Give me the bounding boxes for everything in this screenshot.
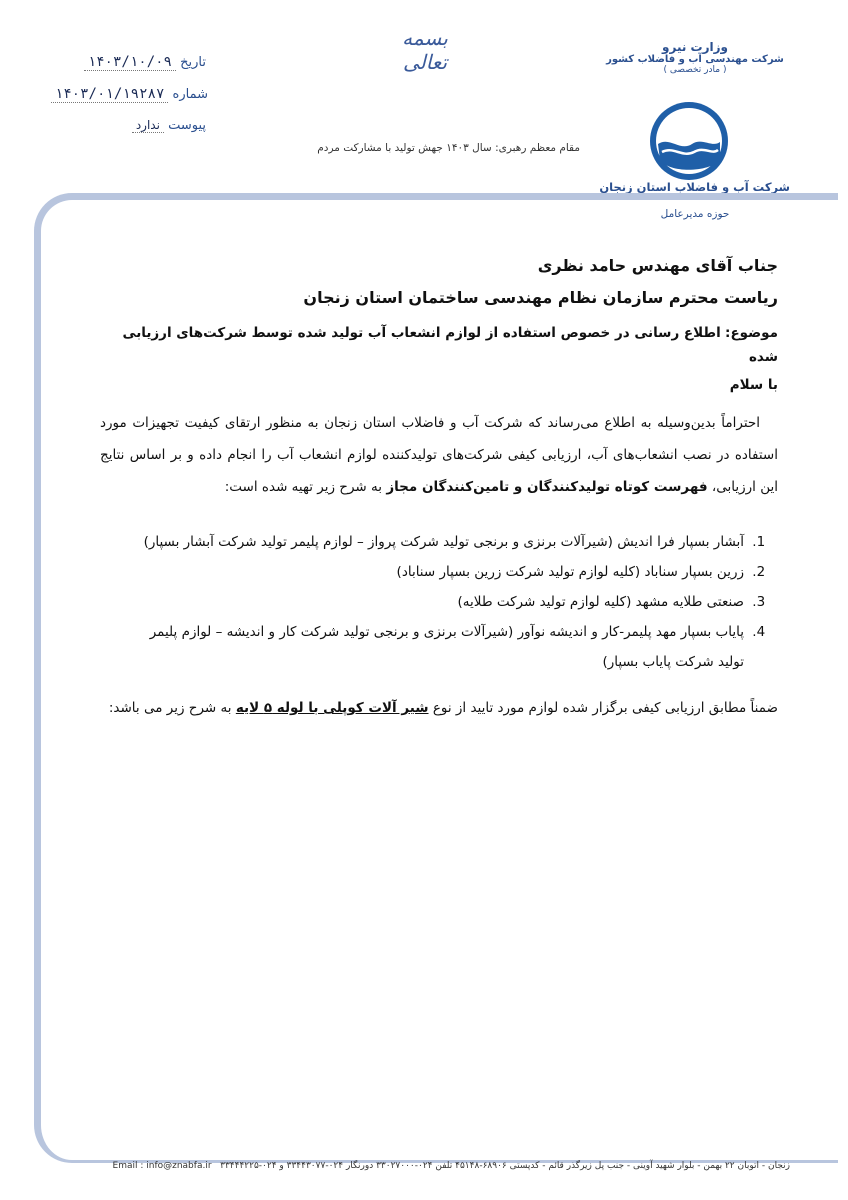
recipient-name: جناب آقای مهندس حامد نظری [537, 256, 778, 275]
closing-paragraph [100, 693, 778, 723]
closing-part2: به شرح زیر می باشد: [108, 700, 232, 716]
attachment-value: ندارد [132, 118, 164, 133]
subject-text: اطلاع رسانی در خصوص استفاده از لوازم انشعاب آب تولید شده توسط شرکت‌های ارزیابی شده [122, 325, 778, 365]
subject-line [100, 321, 778, 369]
slogan-text: مقام معظم رهبری: سال ۱۴۰۳ جهش تولید با مشارکت مردم [317, 142, 580, 154]
company-logo [648, 100, 730, 182]
department-name: حوزه مدیرعامل [660, 208, 730, 220]
list-item: 4. پایاب بسپار مهد پلیمر-کار و اندیشه نوآور (شیرآلات برنزی و برنجی تولید شرکت کار و اندیشه – لوازم پلیمر تولید شرکت پایاب بسپار) [130, 617, 748, 677]
subject-label: موضوع: [725, 325, 778, 341]
number-field [48, 86, 208, 103]
ministry-subtitle2: ( مادر تخصصی ) [663, 65, 727, 75]
intro-part2: به شرح زیر تهیه شده است: [224, 479, 383, 495]
footer-address-text: زنجان - اتوبان ۲۲ بهمن - بلوار شهید آوینی - جنب پل زیرگذر قائم - کدپستی ۶۸۹۰۶-۴۵۱۴۸ تلفن ۰۲۴-۳۳۰۲۷۰۰۰ دورنگار ۰۲۴-۳۳۴۴۳۰۷۷ و ۰۲۴-۳۳۴۴۴۲۲۵ [220, 1161, 790, 1171]
list-item: 1. آبشار بسپار فرا اندیش (شیرآلات برنزی و برنجی تولید شرکت پرواز – لوازم پلیمر تولید شرکت آبشار بسپار) [130, 527, 748, 557]
date-label: تاریخ [180, 55, 206, 70]
bismillah-heading: بسمه تعالی [402, 26, 448, 74]
intro-bold: فهرست کوتاه تولیدکنندگان و تامین‌کنندگان مجاز [386, 479, 708, 495]
attachment-field [56, 118, 206, 133]
closing-part1: ضمناً مطابق ارزیابی کیفی برگزار شده لوازم مورد تایید از نوع [432, 700, 778, 716]
closing-bold: شیر آلات کوپلی با لوله ۵ لایه [235, 700, 429, 716]
ministry-block [600, 40, 790, 75]
ministry-subtitle: شرکت مهندسی آب و فاضلاب کشور [606, 54, 784, 65]
list-item: 3. صنعتی طلایه مشهد (کلیه لوازم تولید شرکت طلایه) [130, 587, 748, 617]
recipient-title: ریاست محترم سازمان نظام مهندسی ساختمان استان زنجان [303, 288, 778, 307]
footer-address [60, 1161, 790, 1171]
recipient-block [100, 255, 778, 309]
greeting: با سلام [729, 377, 778, 393]
ministry-title: وزارت نیرو [662, 40, 728, 54]
list-item: 2. زرین بسپار سناباد (کلیه لوازم تولید شرکت زرین بسپار سناباد) [130, 557, 748, 587]
intro-paragraph [100, 407, 778, 503]
intro-part1: احتراماً بدین‌وسیله به اطلاع می‌رساند که شرکت آب و فاضلاب استان زنجان به منظور ارتقای کیفیت تجهیزات مورد استفاده در نصب انشعاب‌های آب، ارزیابی کیفی شرکت‌های تولیدکننده لوازم انشعاب آب را انجام داده و بر اساس نتایج این ارزیابی، [100, 415, 778, 495]
number-label: شماره [172, 87, 208, 102]
number-value: ۱۴۰۳/۰۱/۱۹۲۸۷ [51, 86, 169, 103]
company-name: شرکت آب و فاضلاب استان زنجان [599, 180, 790, 194]
supplier-list [100, 527, 778, 677]
attachment-label: پیوست [168, 118, 206, 133]
date-field [56, 54, 206, 71]
letter-body [100, 255, 778, 723]
footer-email: Email : info@znabfa.ir [112, 1161, 212, 1171]
date-value: ۱۴۰۳/۱۰/۰۹ [84, 54, 176, 71]
